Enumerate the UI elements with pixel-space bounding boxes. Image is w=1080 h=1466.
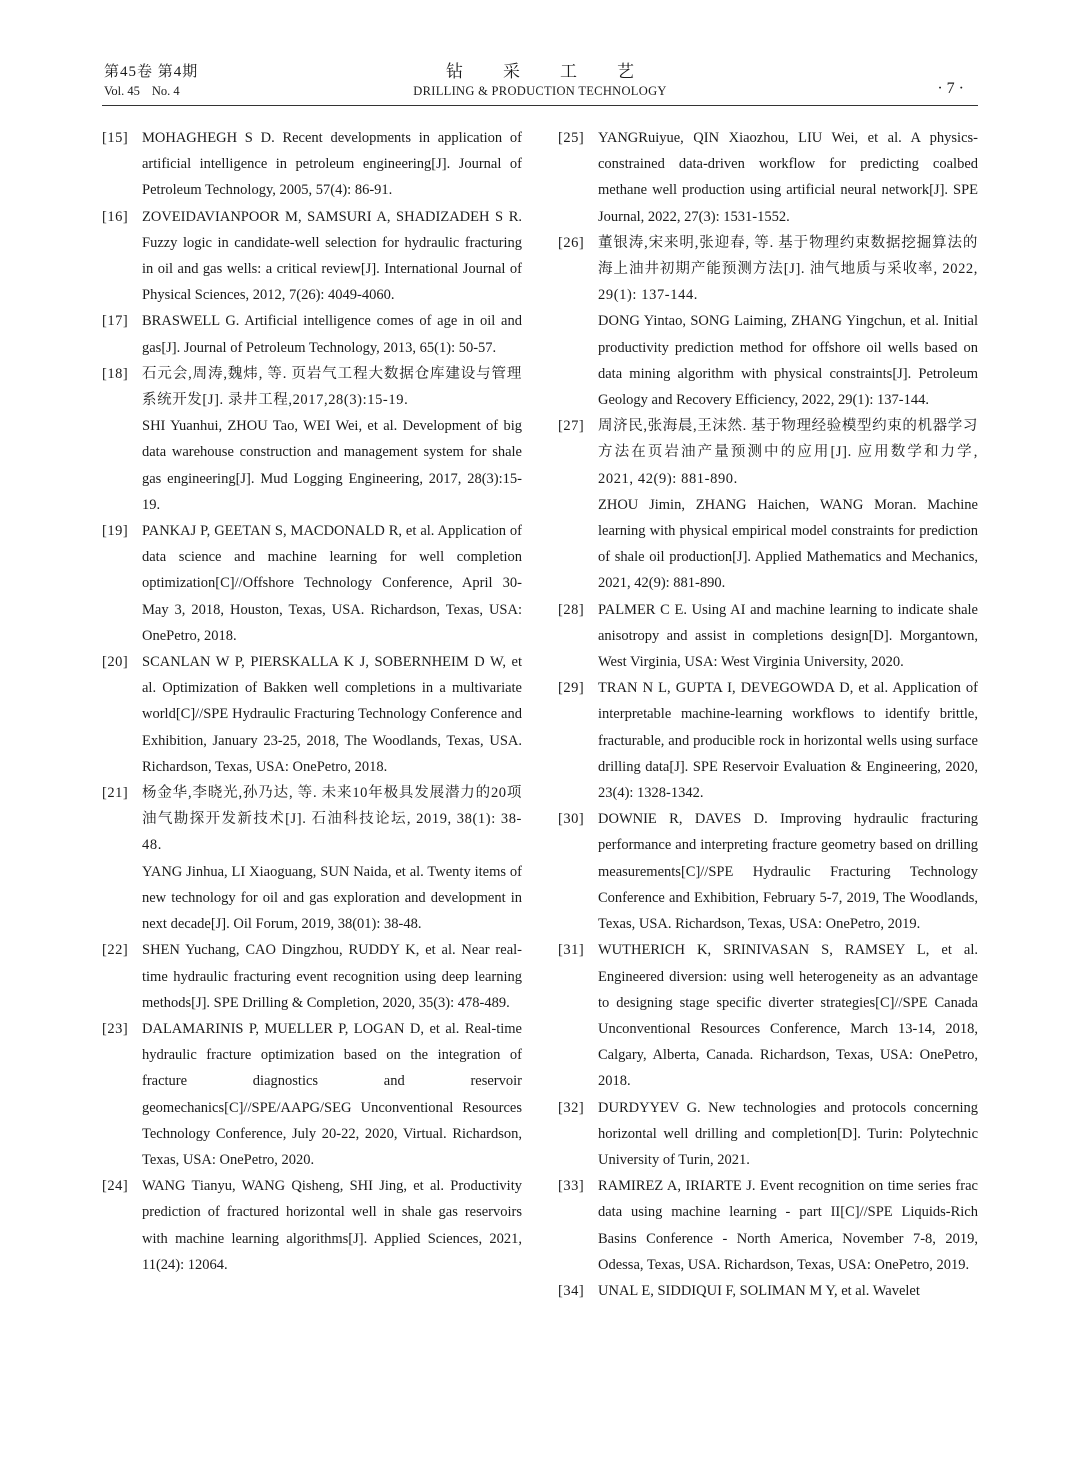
issue-zh: 第4期: [157, 64, 199, 80]
reference-text: 石元会,周涛,魏炜, 等. 页岩气工程大数据仓库建设与管理系统开发[J]. 录井工程,2017,28(3):15-19.: [142, 365, 522, 409]
reference-number: [23]: [102, 1020, 129, 1037]
reference-text: ZOVEIDAVIANPOOR M, SAMSURI A, SHADIZADEH S R. Fuzzy logic in candidate-well selection for hydraulic fracturing in oil and gas wells: a critical review[J]. International Journal of Physical Sciences, 2012, 7(26): 4049-4060.: [142, 208, 522, 304]
reference-number: [24]: [102, 1178, 129, 1195]
reference-number: [25]: [558, 130, 585, 146]
reference-item: [558, 413, 978, 596]
reference-text: 杨金华,李晓光,孙乃达, 等. 未来10年极具发展潜力的20项油气勘探开发新技术[J]. 石油科技论坛, 2019, 38(1): 38-48.: [142, 785, 522, 854]
reference-text: 周济民,张海晨,王沫然. 基于物理经验模型约束的机器学习方法在页岩油产量预测中的应用[J]. 应用数学和力学, 2021, 42(9): 881-890.: [598, 418, 978, 487]
reference-item: [558, 230, 978, 413]
volume-zh: 第45卷: [104, 64, 154, 80]
page-header: [102, 60, 978, 108]
reference-text: DONG Yintao, SONG Laiming, ZHANG Yingchun, et al. Initial productivity prediction method for offshore oil wells based on data mining algorithm with physical constraints[J]. Petroleum Geology and Recovery Efficiency, 2022, 29(1): 137-144.: [598, 313, 978, 409]
reference-text: MOHAGHEGH S D. Recent developments in application of artificial intelligence in petroleum engineering[J]. Journal of Petroleum Technology, 2005, 57(4): 86-91.: [142, 130, 522, 199]
page-number: · 7 ·: [937, 80, 964, 97]
reference-text: RAMIREZ A, IRIARTE J. Event recognition on time series frac data using machine learning - part II[C]//SPE Liquids-Rich Basins Conference - North America, November 7-8, 2019, Odessa, Texas, USA. Richardson, Texas, USA: OnePetro, 2019.: [598, 1178, 978, 1273]
volume-en: Vol. 45: [104, 84, 140, 98]
reference-item: [102, 1016, 522, 1173]
reference-item: [102, 125, 522, 204]
issue-en: No. 4: [151, 84, 180, 98]
reference-text: SCANLAN W P, PIERSKALLA K J, SOBERNHEIM D W, et al. Optimization of Bakken well completions in a multivariate world[C]//SPE Hydraulic Fracturing Technology Conference and Exhibition, January 23-25, 2018, The Woodlands, Texas, USA. Richardson, Texas, USA: OnePetro, 2018.: [142, 654, 522, 775]
reference-number: [21]: [102, 785, 129, 802]
reference-item: [102, 780, 522, 937]
reference-number: [19]: [102, 523, 129, 540]
reference-number: [16]: [102, 208, 129, 225]
reference-item: [102, 1173, 522, 1278]
reference-number: [31]: [558, 942, 585, 959]
header-rule: [102, 105, 978, 106]
reference-item: [558, 806, 978, 937]
reference-item: [558, 1173, 978, 1278]
reference-item: [102, 308, 522, 360]
reference-number: [30]: [558, 811, 585, 828]
reference-text: 董银涛,宋来明,张迎春, 等. 基于物理约束数据挖掘算法的海上油井初期产能预测方法[J]. 油气地质与采收率, 2022, 29(1): 137-144.: [598, 234, 978, 304]
reference-number: [22]: [102, 942, 129, 959]
reference-item: [558, 125, 978, 230]
reference-text: ZHOU Jimin, ZHANG Haichen, WANG Moran. Machine learning with physical empirical model constraints for prediction of shale oil production[J]. Applied Mathematics and Mechanics, 2021, 42(9): 881-890.: [598, 496, 978, 592]
reference-text: BRASWELL G. Artificial intelligence comes of age in oil and gas[J]. Journal of Petroleum Technology, 2013, 65(1): 50-57.: [142, 313, 522, 356]
reference-number: [17]: [102, 313, 129, 330]
reference-number: [34]: [558, 1282, 585, 1299]
reference-text: PANKAJ P, GEETAN S, MACDONALD R, et al. Application of data science and machine learning for well completion optimization[C]//Offshore Technology Conference, April 30-May 3, 2018, Houston, Texas, USA. Richardson, Texas, USA: OnePetro, 2018.: [142, 523, 522, 644]
journal-title-zh: 钻采工艺: [446, 62, 674, 81]
reference-number: [28]: [558, 601, 585, 618]
reference-number: [26]: [558, 234, 585, 251]
reference-text: DALAMARINIS P, MUELLER P, LOGAN D, et al. Real-time hydraulic fracture optimization based on the integration of fracture diagnostics and reservoir geomechanics[C]//SPE/AAPG/SEG Unconventional Resources Technology Conference, July 20-22, 2020, Virtual. Richardson, Texas, USA: OnePetro, 2020.: [142, 1020, 522, 1168]
reference-item: [102, 204, 522, 309]
reference-item: [102, 518, 522, 649]
reference-number: [33]: [558, 1178, 585, 1195]
reference-text: SHI Yuanhui, ZHOU Tao, WEI Wei, et al. Development of big data warehouse construction and management system for shale gas engineering[J]. Mud Logging Engineering, 2017, 28(3):15-19.: [142, 418, 522, 513]
reference-item: [102, 361, 522, 518]
reference-text: YANG Jinhua, LI Xiaoguang, SUN Naida, et al. Twenty items of new technology for oil and gas exploration and development in next decade[J]. Oil Forum, 2019, 38(01): 38-48.: [142, 863, 522, 933]
reference-text: WANG Tianyu, WANG Qisheng, SHI Jing, et al. Productivity prediction of fractured horizontal well in shale gas reservoirs with machine learning algorithms[J]. Applied Sciences, 2021, 11(24): 12064.: [142, 1178, 522, 1273]
reference-number: [29]: [558, 680, 585, 697]
reference-text: TRAN N L, GUPTA I, DEVEGOWDA D, et al. Application of interpretable machine-learning workflows to identify brittle, fracturable, and producible rock in horizontal wells using surface drilling data[J]. SPE Reservoir Evaluation & Engineering, 2020, 23(4): 1328-1342.: [598, 680, 978, 802]
reference-item: [558, 597, 978, 676]
reference-item: [102, 937, 522, 1016]
reference-text: YANGRuiyue, QIN Xiaozhou, LIU Wei, et al. A physics-constrained data-driven workflow for predicting coalbed methane well production using artificial neural network[J]. SPE Journal, 2022, 27(3): 1531-1552.: [598, 130, 978, 225]
reference-text: SHEN Yuchang, CAO Dingzhou, RUDDY K, et al. Near real-time hydraulic fracturing event recognition using deep learning methods[J]. SPE Drilling & Completion, 2020, 35(3): 478-489.: [142, 942, 522, 1011]
reference-number: [27]: [558, 418, 585, 435]
reference-column-right: [558, 125, 978, 1304]
reference-item: [558, 1278, 978, 1304]
reference-column-left: [102, 125, 522, 1278]
reference-item: [558, 937, 978, 1094]
reference-item: [558, 1095, 978, 1174]
reference-number: [32]: [558, 1099, 585, 1116]
journal-title-en: DRILLING & PRODUCTION TECHNOLOGY: [413, 84, 667, 98]
reference-number: [15]: [102, 130, 129, 146]
reference-item: [102, 649, 522, 780]
reference-text: UNAL E, SIDDIQUI F, SOLIMAN M Y, et al. Wavelet: [598, 1282, 920, 1299]
journal-title: [102, 62, 978, 100]
reference-text: PALMER C E. Using AI and machine learning to indicate shale anisotropy and assist in completions design[D]. Morgantown, West Virginia, USA: West Virginia University, 2020.: [598, 601, 978, 671]
reference-number: [20]: [102, 654, 129, 671]
reference-text: WUTHERICH K, SRINIVASAN S, RAMSEY L, et al. Engineered diversion: using well heterogeneity as an advantage to designing stage specific diverter strategies[C]//SPE Canada Unconventional Resources Conference, March 13-14, 2018, Calgary, Alberta, Canada. Richardson, Texas, USA: OnePetro, 2018.: [598, 942, 978, 1090]
reference-number: [18]: [102, 365, 129, 382]
reference-text: DOWNIE R, DAVES D. Improving hydraulic fracturing performance and interpreting fracture geometry based on drilling measurements[C]//SPE Hydraulic Fracturing Technology Conference and Exhibition, February 5-7, 2019, The Woodlands, Texas, USA. Richardson, Texas, USA: OnePetro, 2019.: [598, 811, 978, 933]
reference-text: DURDYYEV G. New technologies and protocols concerning horizontal well drilling and completion[D]. Turin: Polytechnic University of Turin, 2021.: [598, 1099, 978, 1168]
reference-item: [558, 675, 978, 806]
